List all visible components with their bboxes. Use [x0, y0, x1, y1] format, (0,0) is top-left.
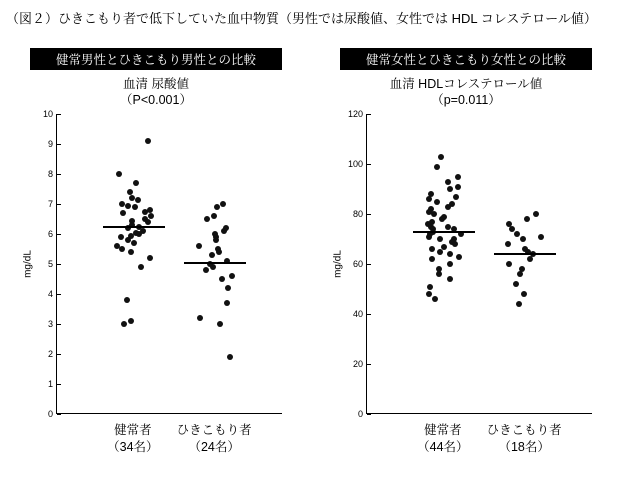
data-point [120, 210, 126, 216]
data-point [506, 261, 512, 267]
data-point [514, 231, 520, 237]
group-name: ひきこもり者 [176, 423, 252, 437]
y-tick-label: 3 [48, 319, 57, 329]
data-point [138, 264, 144, 270]
data-point [128, 249, 134, 255]
data-point [455, 174, 461, 180]
data-point [452, 241, 458, 247]
data-point [437, 249, 443, 255]
chart-panel-male [8, 44, 304, 484]
group-name: ひきこもり者 [486, 423, 562, 437]
y-tick-label: 80 [353, 209, 367, 219]
mean-line [494, 253, 556, 255]
group-count: （44名） [417, 440, 469, 454]
y-tick-label: 9 [48, 139, 57, 149]
y-tick-label: 7 [48, 199, 57, 209]
data-point [432, 296, 438, 302]
data-point [145, 138, 151, 144]
data-point [533, 211, 539, 217]
group-count: （24名） [188, 440, 240, 454]
panel-banner-male: 健常男性とひきこもり男性との比較 [30, 48, 282, 70]
data-point [436, 271, 442, 277]
data-point [136, 231, 142, 237]
figure-caption: （図２）ひきこもり者で低下していた血中物質（男性では尿酸値、女性では HDL コレステロール値） [6, 11, 597, 26]
data-point [445, 204, 451, 210]
data-point [447, 186, 453, 192]
data-point [455, 184, 461, 190]
data-point [213, 237, 219, 243]
data-point [429, 246, 435, 252]
data-point [131, 240, 137, 246]
data-point [216, 249, 222, 255]
data-point [145, 219, 151, 225]
data-point [431, 211, 437, 217]
data-point [426, 291, 432, 297]
data-point [505, 241, 511, 247]
data-point [439, 216, 445, 222]
y-tick-label: 10 [43, 109, 57, 119]
y-tick-label: 60 [353, 259, 367, 269]
mean-line [413, 231, 475, 233]
y-tick-label: 6 [48, 229, 57, 239]
data-point [513, 281, 519, 287]
panel-subtitle-male: （P<0.001） [120, 93, 192, 107]
data-point [447, 276, 453, 282]
y-axis-label-female: mg/dL [332, 250, 344, 278]
panel-banner-female: 健常女性とひきこもり女性との比較 [340, 48, 592, 70]
y-tick-label: 4 [48, 289, 57, 299]
data-point [204, 216, 210, 222]
data-point [429, 256, 435, 262]
data-point [209, 252, 215, 258]
x-group-label-female-hikikomori [464, 422, 584, 456]
data-point [147, 255, 153, 261]
y-tick-label: 0 [358, 409, 367, 419]
y-tick-label: 0 [48, 409, 57, 419]
y-axis-label-male: mg/dL [22, 250, 34, 278]
group-name: 健常者 [424, 423, 462, 437]
plot-area-male [42, 109, 282, 419]
group-count: （18名） [498, 440, 550, 454]
data-point [516, 301, 522, 307]
y-tick-label: 120 [348, 109, 367, 119]
data-point [116, 171, 122, 177]
data-point [211, 213, 217, 219]
data-point [219, 276, 225, 282]
data-point [524, 216, 530, 222]
y-tick-label: 5 [48, 259, 57, 269]
mean-line [184, 262, 246, 264]
data-point [445, 179, 451, 185]
data-point [203, 267, 209, 273]
data-point [447, 261, 453, 267]
data-point [135, 197, 141, 203]
data-point [437, 236, 443, 242]
y-tick-label: 40 [353, 309, 367, 319]
y-tick-label: 20 [353, 359, 367, 369]
data-point [434, 199, 440, 205]
data-point [214, 204, 220, 210]
x-group-label-male-hikikomori [154, 422, 274, 456]
y-tick-label: 1 [48, 379, 57, 389]
data-point [229, 273, 235, 279]
y-tick-label: 8 [48, 169, 57, 179]
chart-panel-female [318, 44, 614, 484]
panel-title-female: 血清 HDLコレステロール値 [389, 77, 543, 91]
data-point [227, 354, 233, 360]
data-point [427, 284, 433, 290]
data-point [132, 204, 138, 210]
data-point [220, 201, 226, 207]
panel-title-male: 血清 尿酸値 [123, 77, 189, 91]
group-count: （34名） [107, 440, 159, 454]
data-point [426, 234, 432, 240]
data-point [224, 300, 230, 306]
data-point [527, 256, 533, 262]
data-point [520, 236, 526, 242]
data-point [447, 251, 453, 257]
plot-area-female [347, 109, 592, 419]
data-point [453, 194, 459, 200]
y-tick-label: 100 [348, 159, 367, 169]
data-point [217, 321, 223, 327]
data-point [538, 234, 544, 240]
group-name: 健常者 [114, 423, 152, 437]
data-point [142, 209, 148, 215]
data-point [197, 315, 203, 321]
data-point [221, 228, 227, 234]
data-point [521, 291, 527, 297]
data-point [125, 203, 131, 209]
data-point [128, 318, 134, 324]
data-point [225, 285, 231, 291]
data-point [517, 271, 523, 277]
data-point [438, 154, 444, 160]
data-point [210, 264, 216, 270]
mean-line [103, 226, 165, 228]
data-point [121, 321, 127, 327]
y-tick-label: 2 [48, 349, 57, 359]
data-point [426, 196, 432, 202]
data-point [119, 246, 125, 252]
panel-subtitle-female: （p=0.011） [431, 93, 501, 107]
data-point [434, 164, 440, 170]
data-point [456, 254, 462, 260]
data-point [133, 180, 139, 186]
data-point [124, 297, 130, 303]
data-point [118, 234, 124, 240]
data-point [196, 243, 202, 249]
